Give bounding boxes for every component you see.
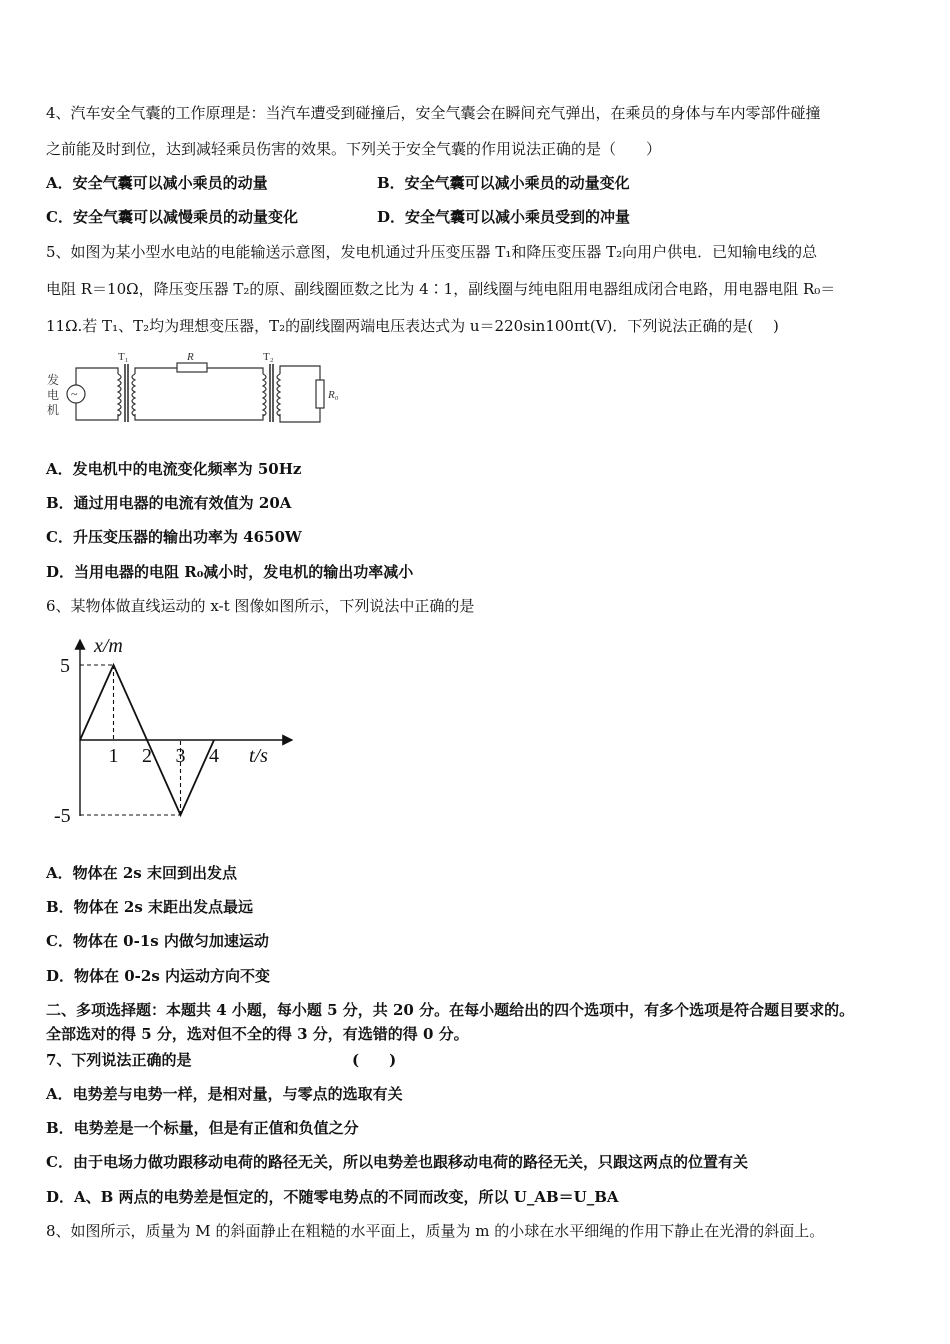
t2-secondary-coil <box>277 374 280 416</box>
generator-label-1: 发 <box>47 373 60 387</box>
q6-stem: 6、某物体做直线运动的 x-t 图像如图所示，下列说法中正确的是 <box>46 597 475 615</box>
generator-label-3: 机 <box>47 403 60 417</box>
t2-primary-coil <box>263 374 266 416</box>
q7-option-b: B．电势差是一个标量，但是有正值和负值之分 <box>46 1119 359 1137</box>
q5-stem-line1: 5、如图为某小型水电站的电能输送示意图，发电机通过升压变压器 T₁和降压变压器 T₂向用户供电．已知输电线的总 <box>46 243 818 261</box>
x-tick-3: 3 <box>175 745 186 767</box>
q5-option-d: D．当用电器的电阻 R₀减小时，发电机的输出功率减小 <box>46 563 414 581</box>
t1-primary-coil <box>118 374 121 416</box>
t1-secondary-coil <box>132 374 135 416</box>
section2-line1: 二、多项选择题：本题共 4 小题，每小题 5 分，共 20 分。在每小题给出的四个选项中，有多个选项是符合题目要求的。 <box>46 1001 855 1019</box>
x-tick-1: 1 <box>108 745 119 767</box>
q6-option-d: D．物体在 0-2s 内运动方向不变 <box>46 967 270 985</box>
section2-line2: 全部选对的得 5 分，选对但不全的得 3 分，有选错的得 0 分。 <box>46 1025 469 1043</box>
resistor-r0 <box>316 380 324 408</box>
r-label: R <box>187 351 194 363</box>
ac-symbol: ~ <box>71 387 78 401</box>
x-axis-label: t/s <box>249 745 268 767</box>
q4-stem-line2: 之前能及时到位，达到减轻乘员伤害的效果。下列关于安全气囊的作用说法正确的是（ ） <box>46 140 662 158</box>
q5-option-a: A．发电机中的电流变化频率为 50Hz <box>46 460 302 478</box>
t1-label: T₁ <box>118 351 129 363</box>
y-tick-neg5: -5 <box>54 805 71 827</box>
q7-blank: ( ) <box>352 1051 397 1069</box>
q7-option-a: A．电势差与电势一样，是相对量，与零点的选取有关 <box>46 1085 403 1103</box>
q5-option-c: C．升压变压器的输出功率为 4650W <box>46 528 302 546</box>
q6-option-a: A．物体在 2s 末回到出发点 <box>46 864 237 882</box>
q5-stem-line3: 11Ω.若 T₁、T₂均为理想变压器，T₂的副线圈两端电压表达式为 u＝220sin100πt(V)．下列说法正确的是( ) <box>46 317 779 335</box>
q7-option-d: D．A、B 两点的电势差是恒定的，不随零电势点的不同而改变，所以 U_AB＝U_BA <box>46 1188 619 1206</box>
generator-label-2: 电 <box>47 388 60 402</box>
q5-stem-line2: 电阻 R＝10Ω，降压变压器 T₂的原、副线圈匝数之比为 4∶1，副线圈与纯电阻用电器组成闭合电路，用电器电阻 R₀＝ <box>46 280 836 298</box>
q7-stem: 7、下列说法正确的是 <box>46 1051 192 1069</box>
r0-label: R₀ <box>328 389 339 401</box>
q4-stem-line1: 4、汽车安全气囊的工作原理是：当汽车遭受到碰撞后，安全气囊会在瞬间充气弹出，在乘员的身体与车内零部件碰撞 <box>46 104 821 122</box>
q8-stem: 8、如图所示，质量为 M 的斜面静止在粗糙的水平面上，质量为 m 的小球在水平细绳的作用下静止在光滑的斜面上。 <box>46 1222 825 1240</box>
t2-label: T₂ <box>263 351 274 363</box>
q4-option-d: D．安全气囊可以减小乘员受到的冲量 <box>377 208 631 226</box>
y-tick-5: 5 <box>60 655 70 677</box>
y-axis-label: x/m <box>94 635 123 657</box>
q6-option-b: B．物体在 2s 末距出发点最远 <box>46 898 254 916</box>
q4-option-c: C．安全气囊可以减慢乘员的动量变化 <box>46 208 298 226</box>
q6-option-c: C．物体在 0-1s 内做匀加速运动 <box>46 932 269 950</box>
q5-option-b: B．通过用电器的电流有效值为 20A <box>46 494 292 512</box>
x-tick-4: 4 <box>209 745 219 767</box>
q7-option-c: C．由于电场力做功跟移动电荷的路径无关，所以电势差也跟移动电荷的路径无关，只跟这两点的位置有关 <box>46 1153 748 1171</box>
q4-option-b: B．安全气囊可以减小乘员的动量变化 <box>377 174 630 192</box>
xt-chart <box>44 626 304 831</box>
q4-option-a: A．安全气囊可以减小乘员的动量 <box>46 174 268 192</box>
q5-circuit-diagram <box>44 350 344 425</box>
x-tick-2: 2 <box>142 745 152 767</box>
resistor-r <box>177 363 207 372</box>
